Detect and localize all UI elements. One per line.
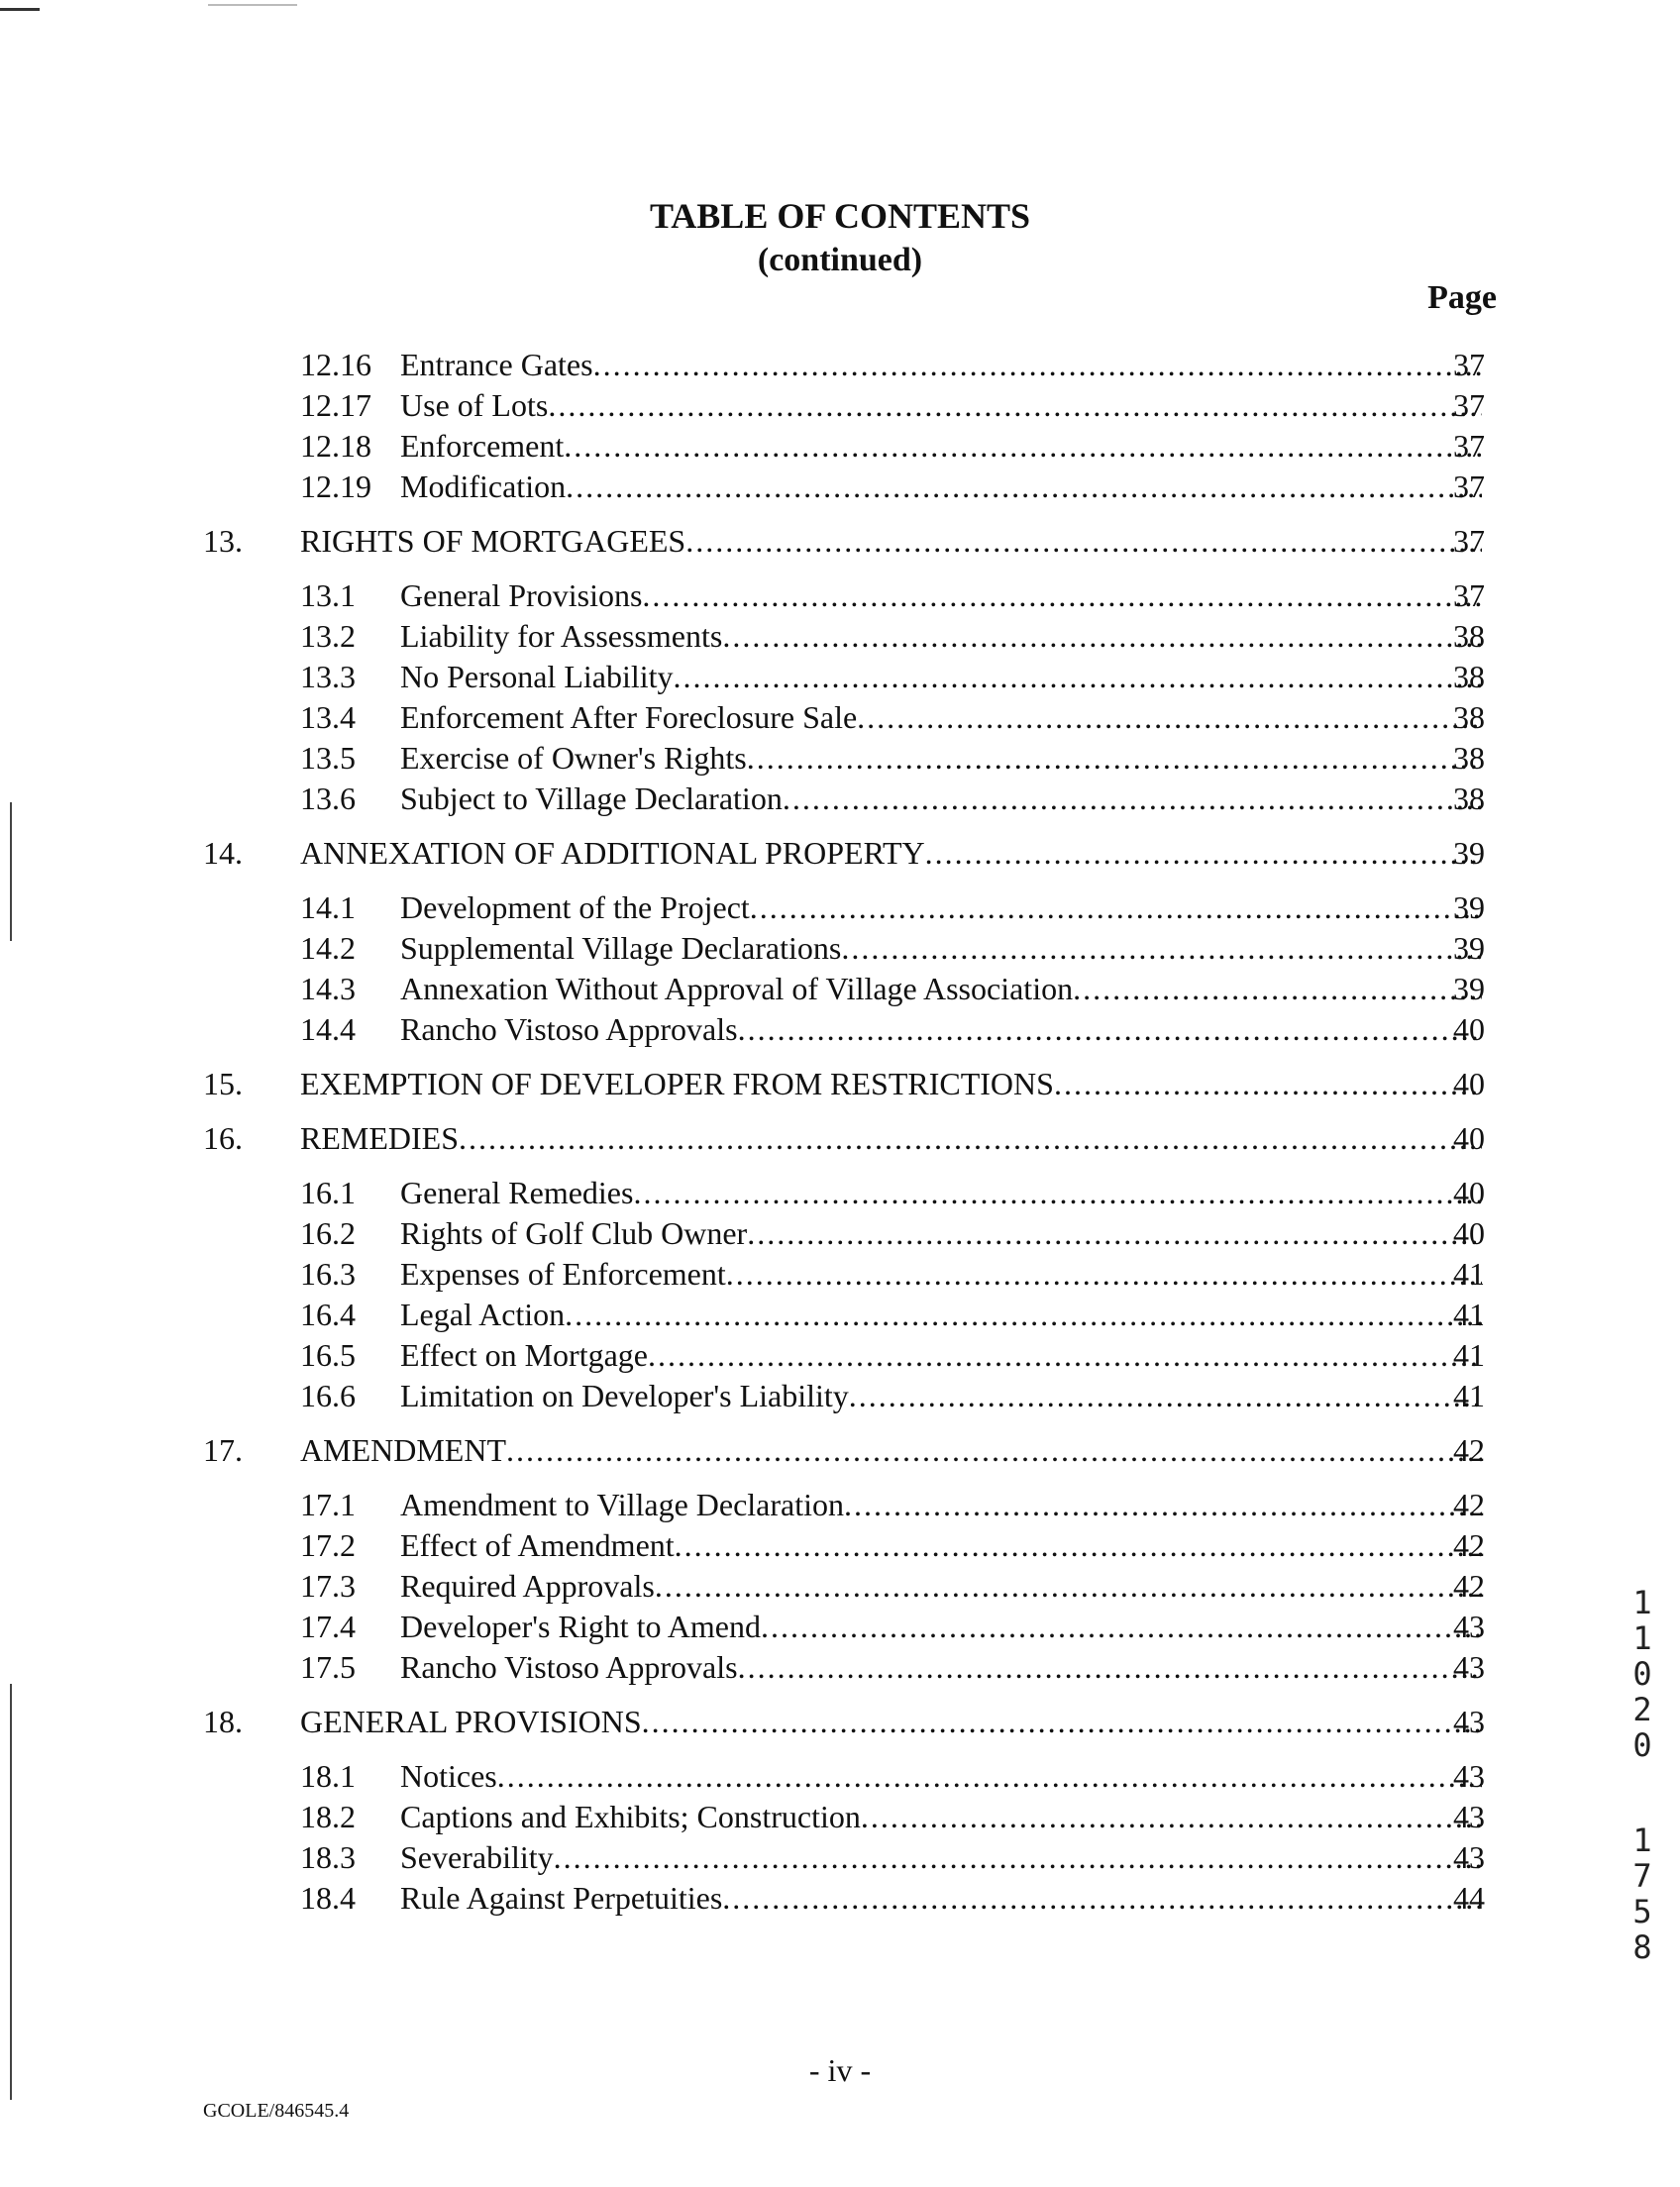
stamp-digit: 2: [1632, 1691, 1652, 1728]
stamp-digit: 1: [1632, 1619, 1652, 1657]
toc-entry-leader: [400, 1837, 1482, 1878]
toc-entry-title: Rancho Vistoso Approvals: [400, 1649, 738, 1685]
toc-entry-leader: [400, 467, 1482, 507]
table-of-contents: [0, 345, 1680, 1919]
toc-entry-number: 18.2: [300, 1799, 356, 1834]
toc-entry-title: Required Approvals: [400, 1568, 655, 1604]
page-title: TABLE OF CONTENTS: [649, 196, 1031, 236]
dot-leader: [564, 426, 1482, 467]
toc-entry-leader: [300, 1064, 1482, 1104]
stamp-digit: 7: [1632, 1857, 1652, 1895]
page-number: - iv -: [808, 2052, 872, 2088]
toc-entry-leader: [400, 1213, 1482, 1254]
dot-leader: [738, 1647, 1482, 1688]
toc-entry-title: Use of Lots: [400, 387, 549, 423]
toc-entry-page: 40: [1453, 1120, 1485, 1156]
toc-entry-leader: [400, 969, 1482, 1009]
dot-leader: [747, 1213, 1482, 1254]
toc-entry-title: Notices: [400, 1758, 497, 1794]
toc-entry-title: Developer's Right to Amend: [400, 1609, 761, 1644]
toc-entry-leader: [400, 1647, 1482, 1688]
toc-entry-title: Expenses of Enforcement: [400, 1256, 726, 1292]
toc-entry-page: 42: [1453, 1527, 1485, 1563]
dot-leader: [642, 575, 1482, 616]
toc-entry-page: 38: [1453, 618, 1485, 654]
toc-entry-leader: [400, 1254, 1482, 1295]
scan-artifact: [208, 4, 297, 6]
toc-entry-page: 41: [1453, 1378, 1485, 1413]
toc-entry-title: Entrance Gates: [400, 347, 593, 382]
toc-entry-number: 12.18: [300, 428, 371, 464]
toc-entry-leader: [400, 1295, 1482, 1335]
toc-entry-leader: [400, 1756, 1482, 1797]
dot-leader: [722, 616, 1482, 657]
toc-entry-number: 12.16: [300, 347, 371, 382]
toc-entry-leader: [400, 426, 1482, 467]
toc-entry-title: Enforcement After Foreclosure Sale: [400, 699, 858, 735]
toc-entry-leader: [400, 1566, 1482, 1607]
stamp-digit: 0: [1632, 1726, 1652, 1764]
toc-entry-number: 18.3: [300, 1839, 356, 1875]
toc-subsection-entry: [0, 1878, 1680, 1919]
toc-entry-title: General Provisions: [400, 577, 643, 613]
toc-section-entry: [0, 1118, 1680, 1159]
toc-subsection-entry: [0, 1376, 1680, 1416]
toc-entry-page: 43: [1453, 1799, 1485, 1834]
toc-entry-number: 15.: [203, 1066, 243, 1101]
toc-entry-title: Exercise of Owner's Rights: [400, 740, 747, 776]
toc-entry-leader: [300, 1430, 1482, 1471]
toc-entry-number: 18.: [203, 1704, 243, 1739]
toc-subsection-entry: [0, 1485, 1680, 1525]
dot-leader: [633, 1173, 1482, 1213]
dot-leader: [861, 1797, 1482, 1837]
toc-entry-title: Rule Against Perpetuities: [400, 1880, 723, 1916]
toc-entry-page: 37: [1453, 577, 1485, 613]
toc-section-entry: [0, 1702, 1680, 1742]
toc-entry-page: 41: [1453, 1297, 1485, 1332]
dot-leader: [750, 887, 1482, 928]
toc-entry-number: 18.1: [300, 1758, 356, 1794]
toc-entry-number: 13.: [203, 523, 243, 559]
dot-leader: [459, 1118, 1482, 1159]
toc-section-entry: [0, 833, 1680, 874]
dot-leader: [548, 385, 1482, 426]
toc-entry-page: 43: [1453, 1839, 1485, 1875]
toc-entry-page: 38: [1453, 699, 1485, 735]
toc-entry-page: 39: [1453, 835, 1485, 871]
toc-entry-leader: [400, 1525, 1482, 1566]
dot-leader: [566, 467, 1482, 507]
toc-entry-leader: [400, 385, 1482, 426]
toc-subsection-entry: [0, 1797, 1680, 1837]
toc-subsection-entry: [0, 887, 1680, 928]
toc-subsection-entry: [0, 697, 1680, 738]
toc-subsection-entry: [0, 738, 1680, 779]
toc-subsection-entry: [0, 467, 1680, 507]
toc-entry-leader: [400, 887, 1482, 928]
dot-leader: [738, 1009, 1482, 1050]
toc-entry-title: Effect on Mortgage: [400, 1337, 648, 1373]
toc-entry-number: 17.3: [300, 1568, 356, 1604]
toc-subsection-entry: [0, 1647, 1680, 1688]
toc-subsection-entry: [0, 1009, 1680, 1050]
toc-subsection-entry: [0, 1254, 1680, 1295]
dot-leader: [554, 1837, 1482, 1878]
page-subtitle: (continued): [757, 242, 923, 278]
toc-entry-title: Effect of Amendment: [400, 1527, 675, 1563]
toc-entry-leader: [400, 697, 1482, 738]
toc-entry-number: 16.: [203, 1120, 243, 1156]
toc-entry-page: 37: [1453, 387, 1485, 423]
toc-entry-number: 16.1: [300, 1175, 356, 1210]
toc-entry-number: 13.5: [300, 740, 356, 776]
toc-subsection-entry: [0, 575, 1680, 616]
toc-subsection-entry: [0, 779, 1680, 819]
toc-subsection-entry: [0, 1335, 1680, 1376]
document-id: GCOLE/846545.4: [203, 2100, 350, 2122]
toc-entry-title: Amendment to Village Declaration: [400, 1487, 845, 1522]
toc-entry-leader: [300, 1702, 1482, 1742]
toc-subsection-entry: [0, 616, 1680, 657]
toc-entry-page: 41: [1453, 1337, 1485, 1373]
toc-subsection-entry: [0, 969, 1680, 1009]
dot-leader: [655, 1566, 1482, 1607]
scan-artifact: [0, 8, 40, 11]
toc-subsection-entry: [0, 1607, 1680, 1647]
toc-entry-leader: [400, 1335, 1482, 1376]
dot-leader: [685, 521, 1482, 562]
toc-entry-title: Liability for Assessments: [400, 618, 723, 654]
toc-entry-number: 12.19: [300, 469, 371, 504]
toc-entry-number: 13.3: [300, 659, 356, 694]
toc-entry-page: 40: [1453, 1175, 1485, 1210]
toc-entry-leader: [400, 345, 1482, 385]
dot-leader: [675, 1525, 1482, 1566]
stamp-digit: 5: [1632, 1893, 1652, 1930]
toc-entry-leader: [400, 616, 1482, 657]
dot-leader: [593, 345, 1482, 385]
toc-entry-page: 39: [1453, 930, 1485, 966]
toc-entry-leader: [400, 1173, 1482, 1213]
toc-entry-leader: [400, 657, 1482, 697]
toc-entry-number: 13.6: [300, 781, 356, 816]
toc-entry-number: 12.17: [300, 387, 371, 423]
toc-entry-leader: [400, 928, 1482, 969]
dot-leader: [857, 697, 1482, 738]
toc-entry-number: 14.4: [300, 1011, 356, 1047]
toc-entry-page: 39: [1453, 971, 1485, 1006]
toc-entry-title: No Personal Liability: [400, 659, 674, 694]
toc-subsection-entry: [0, 1525, 1680, 1566]
toc-entry-number: 13.1: [300, 577, 356, 613]
toc-entry-leader: [400, 738, 1482, 779]
toc-entry-number: 16.3: [300, 1256, 356, 1292]
toc-entry-page: 40: [1453, 1011, 1485, 1047]
toc-subsection-entry: [0, 1295, 1680, 1335]
toc-entry-number: 14.2: [300, 930, 356, 966]
page-column-label: Page: [1427, 279, 1497, 316]
toc-entry-title: Severability: [400, 1839, 554, 1875]
toc-entry-title: Development of the Project: [400, 889, 750, 925]
dot-leader: [506, 1430, 1482, 1471]
toc-entry-number: 13.2: [300, 618, 356, 654]
toc-subsection-entry: [0, 426, 1680, 467]
toc-entry-page: 40: [1453, 1066, 1485, 1101]
toc-entry-page: 38: [1453, 659, 1485, 694]
toc-entry-page: 42: [1453, 1432, 1485, 1468]
toc-subsection-entry: [0, 1566, 1680, 1607]
toc-entry-leader: [300, 521, 1482, 562]
toc-entry-title: Annexation Without Approval of Village Association: [400, 971, 1074, 1006]
dot-leader: [726, 1254, 1482, 1295]
toc-subsection-entry: [0, 1756, 1680, 1797]
toc-entry-page: 40: [1453, 1215, 1485, 1251]
toc-entry-leader: [400, 779, 1482, 819]
toc-entry-title: Supplemental Village Declarations: [400, 930, 842, 966]
stamp-digit: 0: [1632, 1655, 1652, 1693]
dot-leader: [722, 1878, 1482, 1919]
toc-entry-leader: [400, 1797, 1482, 1837]
toc-section-entry: [0, 1430, 1680, 1471]
dot-leader: [674, 657, 1482, 697]
dot-leader: [1073, 969, 1482, 1009]
toc-entry-number: 16.2: [300, 1215, 356, 1251]
toc-section-entry: [0, 521, 1680, 562]
toc-entry-number: 17.5: [300, 1649, 356, 1685]
toc-subsection-entry: [0, 928, 1680, 969]
toc-section-entry: [0, 1064, 1680, 1104]
toc-entry-page: 37: [1453, 347, 1485, 382]
dot-leader: [497, 1756, 1482, 1797]
stamp-digit: 8: [1632, 1928, 1652, 1966]
toc-entry-page: 43: [1453, 1609, 1485, 1644]
dot-leader: [783, 779, 1482, 819]
toc-entry-number: 16.6: [300, 1378, 356, 1413]
toc-entry-title: ANNEXATION OF ADDITIONAL PROPERTY: [300, 835, 925, 871]
toc-entry-page: 43: [1453, 1758, 1485, 1794]
toc-entry-title: GENERAL PROVISIONS: [300, 1704, 642, 1739]
toc-entry-page: 41: [1453, 1256, 1485, 1292]
dot-leader: [849, 1376, 1482, 1416]
toc-entry-page: 37: [1453, 523, 1485, 559]
toc-entry-number: 16.4: [300, 1297, 356, 1332]
toc-entry-page: 37: [1453, 469, 1485, 504]
toc-entry-leader: [400, 1878, 1482, 1919]
toc-entry-leader: [400, 1485, 1482, 1525]
dot-leader: [761, 1607, 1482, 1647]
toc-entry-page: 43: [1453, 1649, 1485, 1685]
toc-subsection-entry: [0, 657, 1680, 697]
dot-leader: [648, 1335, 1482, 1376]
toc-entry-page: 44: [1453, 1880, 1485, 1916]
toc-entry-page: 42: [1453, 1487, 1485, 1522]
toc-entry-page: 39: [1453, 889, 1485, 925]
dot-leader: [747, 738, 1482, 779]
toc-entry-number: 14.1: [300, 889, 356, 925]
toc-entry-title: Modification: [400, 469, 567, 504]
toc-entry-number: 14.3: [300, 971, 356, 1006]
toc-entry-page: 38: [1453, 740, 1485, 776]
dot-leader: [642, 1702, 1482, 1742]
toc-entry-title: Subject to Village Declaration: [400, 781, 783, 816]
toc-entry-leader: [400, 1607, 1482, 1647]
toc-entry-page: 38: [1453, 781, 1485, 816]
toc-entry-number: 17.4: [300, 1609, 356, 1644]
toc-entry-page: 42: [1453, 1568, 1485, 1604]
toc-entry-page: 37: [1453, 428, 1485, 464]
toc-entry-number: 16.5: [300, 1337, 356, 1373]
stamp-gap: [1625, 1763, 1660, 1822]
toc-entry-number: 17.1: [300, 1487, 356, 1522]
dot-leader: [841, 928, 1482, 969]
toc-entry-title: EXEMPTION OF DEVELOPER FROM RESTRICTIONS: [300, 1066, 1054, 1101]
toc-subsection-entry: [0, 1213, 1680, 1254]
toc-entry-leader: [300, 1118, 1482, 1159]
toc-entry-title: Legal Action: [400, 1297, 566, 1332]
dot-leader: [1054, 1064, 1482, 1104]
toc-entry-number: 17.: [203, 1432, 243, 1468]
toc-entry-title: Rights of Golf Club Owner: [400, 1215, 748, 1251]
toc-entry-title: RIGHTS OF MORTGAGEES: [300, 523, 686, 559]
toc-subsection-entry: [0, 1837, 1680, 1878]
toc-entry-title: Enforcement: [400, 428, 565, 464]
toc-entry-title: REMEDIES: [300, 1120, 459, 1156]
toc-entry-leader: [400, 575, 1482, 616]
toc-entry-leader: [400, 1009, 1482, 1050]
dot-leader: [844, 1485, 1482, 1525]
toc-entry-number: 18.4: [300, 1880, 356, 1916]
toc-subsection-entry: [0, 345, 1680, 385]
stamp-digit: 1: [1632, 1822, 1652, 1859]
toc-entry-leader: [300, 833, 1482, 874]
toc-entry-title: Rancho Vistoso Approvals: [400, 1011, 738, 1047]
toc-entry-title: General Remedies: [400, 1175, 634, 1210]
toc-entry-title: Limitation on Developer's Liability: [400, 1378, 849, 1413]
stamp-digit: 1: [1632, 1584, 1652, 1621]
dot-leader: [565, 1295, 1482, 1335]
toc-entry-number: 13.4: [300, 699, 356, 735]
toc-entry-number: 14.: [203, 835, 243, 871]
dot-leader: [925, 833, 1482, 874]
toc-subsection-entry: [0, 1173, 1680, 1213]
toc-entry-page: 43: [1453, 1704, 1485, 1739]
toc-entry-title: Captions and Exhibits; Construction: [400, 1799, 861, 1834]
toc-subsection-entry: [0, 385, 1680, 426]
toc-entry-number: 17.2: [300, 1527, 356, 1563]
toc-entry-title: AMENDMENT: [300, 1432, 506, 1468]
recording-stamp: [1625, 1585, 1660, 1965]
toc-entry-leader: [400, 1376, 1482, 1416]
